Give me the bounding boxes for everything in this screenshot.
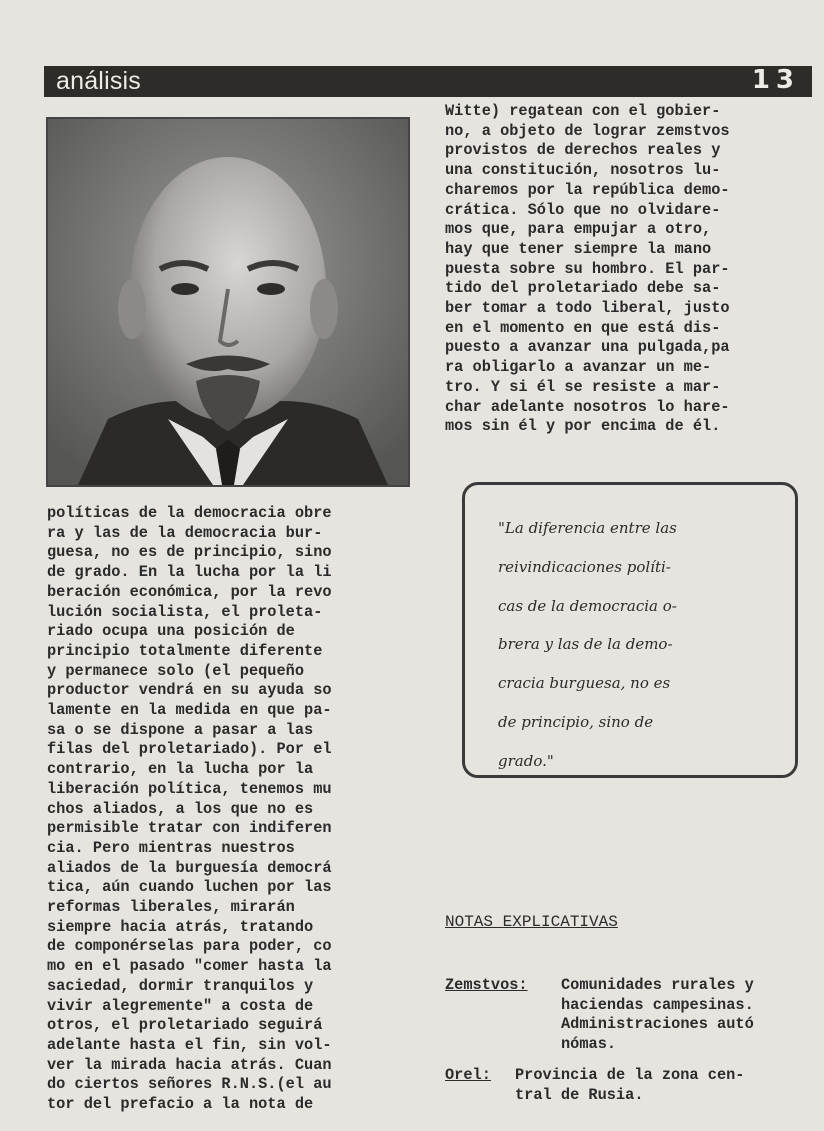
note-term-orel: Orel: — [445, 1066, 491, 1084]
page-number: 13 — [751, 65, 800, 95]
article-right-column: Witte) regatean con el gobier- no, a objeto de lograr zemstvos provistos de derechos reales y una constitución, nosotros lu- charemos por la república demo- crática. Sólo que no olvidare- mos que, para empujar a otro, hay que tener siempre la mano puesta sobre su hombro. El par- tido del proletariado debe sa- ber tomar a todo liberal, justo en el momento en que está dis- puesto a avanzar una pulgada,pa ra obligarlo a avanzar un me- tro. Y si él se resiste a mar- char adelante nosotros lo hare- mos sin él y por encima de él. — [445, 102, 730, 436]
portrait-image — [48, 119, 408, 485]
note-definition-orel: Provincia de la zona cen- tral de Rusia. — [515, 1066, 745, 1104]
portrait-photo — [46, 117, 410, 487]
article-left-column: políticas de la democracia obre ra y las de la democracia bur- guesa, no es de principio, sino de grado. En la lucha por la li beración económica, por la revo lución socialista, el proleta- riado ocupa una posición de principio totalmente diferente y permanece solo (el pequeño productor vendrá en su ayuda so lamente en la medida en que pa- sa o se dispone a pasar a las filas del proletariado). Por el contrario, en la lucha por la liberación política, tenemos mu chos aliados, a los que no es permisible tratar con indiferen cia. Pero mientras nuestros aliados de la burguesía democrá tica, aún cuando luchen por las reformas liberales, mirarán siempre hacia atrás, tratando de componérselas para poder, co mo en el pasado "comer hasta la saciedad, dormir tranquilos y vivir alegremente" a costa de otros, el proletariado seguirá adelante hasta el fin, sin vol- ver la mirada hacia atrás. Cuan do ciertos señores R.N.S.(el au tor del prefacio a la nota de — [47, 504, 332, 1114]
pull-quote-box — [462, 482, 798, 778]
note-definition-zemstvos: Comunidades rurales y haciendas campesinas. Administraciones autó nómas. — [561, 976, 754, 1054]
section-label: análisis — [56, 67, 141, 95]
section-header-bar — [44, 66, 812, 97]
pull-quote-text: "La diferencia entre las reivindicaciones políti- cas de la democracia o- brera y las de la demo- cracia burguesa, no es de principio, sino de grado." — [498, 519, 677, 770]
note-term-zemstvos: Zemstvos: — [445, 976, 528, 994]
notes-heading: NOTAS EXPLICATIVAS — [445, 913, 618, 931]
